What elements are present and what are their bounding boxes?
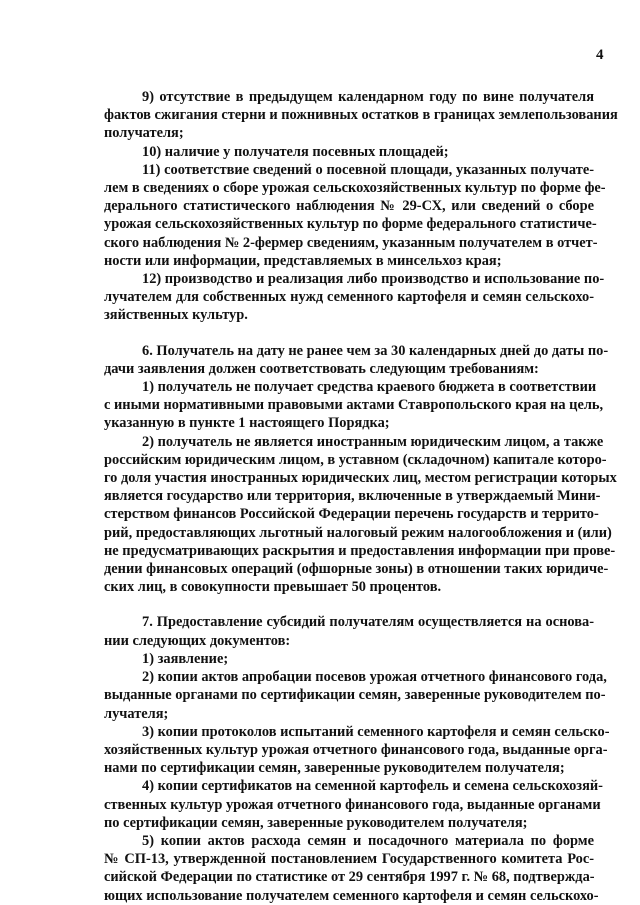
text-line: дерального статистического наблюдения № 29-СХ, или сведений о сборе [104,198,594,215]
text-line: зяйственных культур. [104,307,248,324]
text-line: 4) копии сертификатов на семенной картофель и семена сельскохозяй- [142,778,603,795]
paragraph [104,88,618,143]
text-line: лем в сведениях о сборе урожая сельскохозяйственных культур по форме фе- [104,180,606,197]
text-line: ющих использование получателем семенного картофеля и семян сельскохо- [104,887,599,904]
text-line: рий, предоставляющих льготный налоговый режим налогообложения и (или) [104,524,612,541]
text-line: ственных культур урожая отчетного финансового года, выданные органами [104,796,601,813]
text-line: 5) копии актов расхода семян и посадочного материала по форме [142,832,594,849]
text-line: го доля участия иностранных юридических лиц, местом регистрации которых [104,470,617,487]
text-line: 3) копии протоколов испытаний семенного картофеля и семян сельско- [142,723,610,740]
text-line: 1) заявление; [142,650,229,667]
paragraph [104,777,603,832]
text-line: сийской Федерации по статистике от 29 сентября 1997 г. № 68, подтвержда- [104,869,595,886]
text-line: нами по сертификации семян, заверенные руководителем получателя; [104,760,565,777]
paragraph [104,668,607,723]
paragraph [104,342,609,378]
text-line: с иными нормативными правовыми актами Ставропольского края на цель, [104,397,604,414]
paragraph [104,723,610,778]
text-line: дачи заявления должен соответствовать следующим требованиям: [104,360,539,377]
text-line: дении финансовых операций (офшорные зоны) в отношении таких юридиче- [104,561,609,578]
paragraph [104,143,594,161]
text-line: является государство или территория, включенные в утверждаемый Мини- [104,488,601,505]
paragraph [104,433,617,597]
text-line: 2) получатель не является иностранным юридическим лицом, а также [142,433,604,450]
text-line: 6. Получатель на дату не ранее чем за 30 календарных дней до даты по- [142,342,609,359]
text-line: лучателем для собственных нужд семенного картофеля и семян сельскохо- [104,289,594,306]
text-line: по сертификации семян, заверенные руководителем получателя; [104,814,528,831]
paragraph [104,161,606,270]
text-line: не предусматривающих раскрытия и предоставления информации при прове- [104,542,616,559]
text-line: указанную в пункте 1 настоящего Порядка; [104,415,390,432]
text-line: нии следующих документов: [104,632,291,649]
paragraph [104,613,594,649]
document-body [104,88,618,905]
text-line: 1) получатель не получает средства краевого бюджета в соответствии [142,379,597,396]
text-line: российским юридическим лицом, в уставном (складочном) капитале которо- [104,451,607,468]
paragraph [104,650,594,668]
text-line: урожая сельскохозяйственных культур по форме федерального статистиче- [104,216,597,233]
text-line: 10) наличие у получателя посевных площадей; [142,143,449,160]
text-line: 2) копии актов апробации посевов урожая отчетного финансового года, [142,669,607,686]
text-line: фактов сжигания стерни и пожнивных остатков в границах землепользования [104,107,618,124]
paragraph [104,270,605,325]
text-line: 11) соответствие сведений о посевной площади, указанных получате- [142,161,594,178]
text-line: 12) производство и реализация либо производство и использование по- [142,271,605,288]
text-line: ности или информации, представляемых в минсельхоз края; [104,252,502,269]
paragraph [104,378,604,433]
text-line: выданные органами по сертификации семян, заверенные руководителем по- [104,687,606,704]
text-line: лучателя; [104,705,169,722]
section-gap [104,325,594,342]
text-line: ского наблюдения № 2-фермер сведениям, указанным получателем в отчет- [104,234,598,251]
text-line: хозяйственных культур урожая отчетного финансового года, выданные орга- [104,741,608,758]
paragraph [104,832,599,905]
text-line: 7. Предоставление субсидий получателям осуществляется на основа- [142,614,594,631]
page-number: 4 [596,47,604,63]
text-line: получателя; [104,125,184,142]
section-gap [104,596,594,613]
text-line: ских лиц, в совокупности превышает 50 процентов. [104,579,442,596]
text-line: стерством финансов Российской Федерации перечень государств и террито- [104,506,599,523]
text-line: 9) отсутствие в предыдущем календарном году по вине получателя [142,89,594,105]
text-line: № СП-13, утвержденной постановлением Государственного комитета Рос- [104,851,594,868]
